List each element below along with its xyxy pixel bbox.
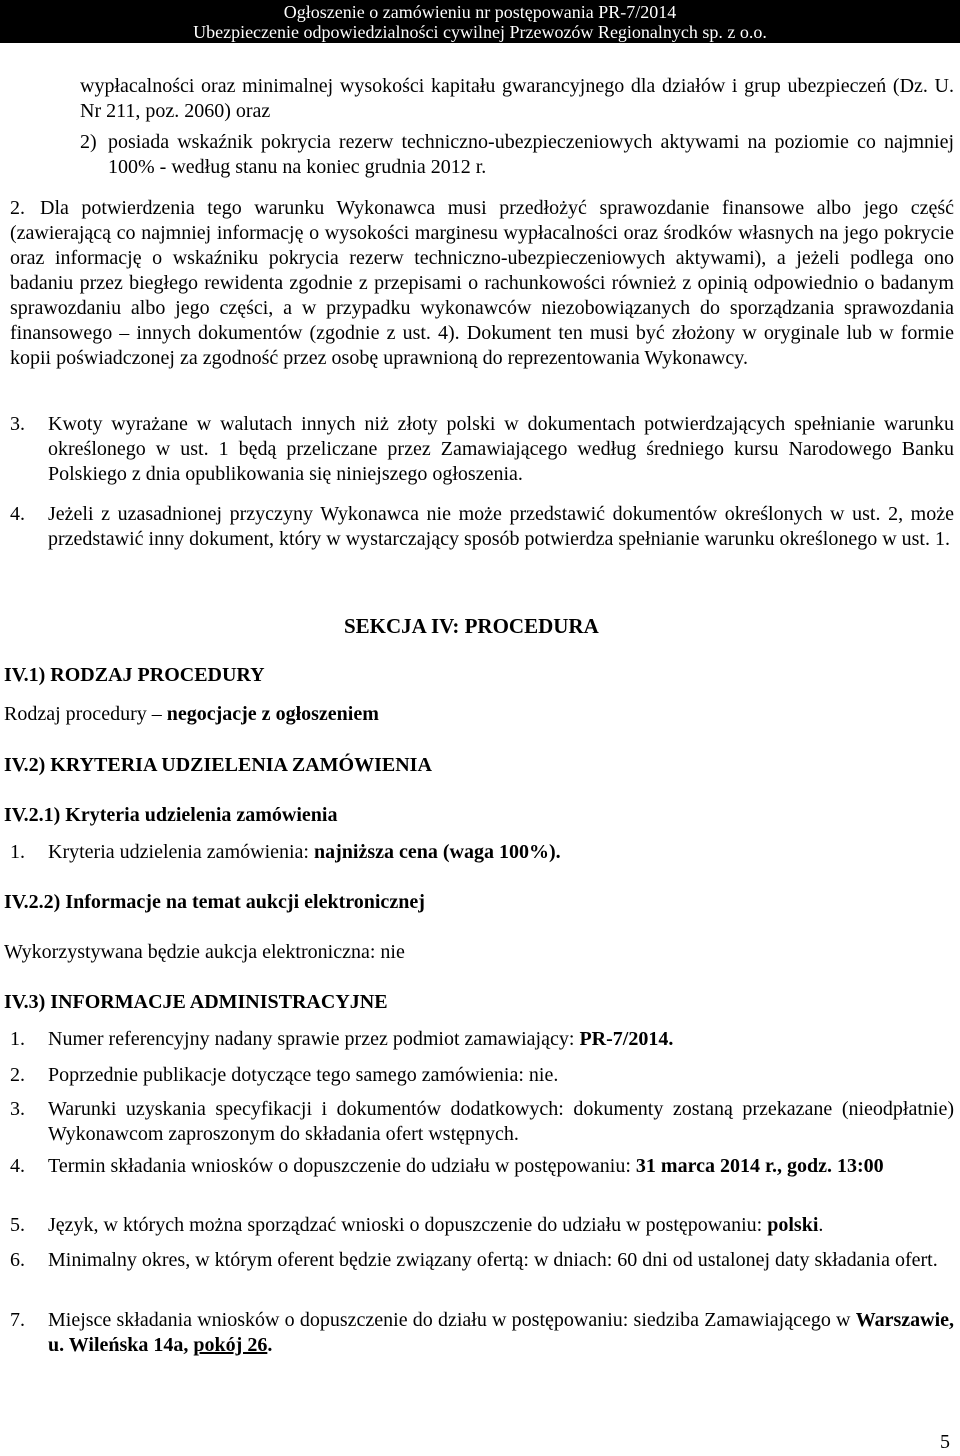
paragraph-text: Dla potwierdzenia tego warunku Wykonawca musi przedłożyć sprawozdanie finansowe albo jego część (zawierającą co najmniej informację o wysokości marginesu wypłacalności oraz środków własnych na jego pokrycie oraz informację o wskaźniku pokrycia rezerw techniczno-ubezpieczeniowych aktywami), a jeżeli podlega ono badaniu przez biegłego rewidenta zgodnie z przepisami o rachunkowości również z opinią odpowiednio o badanym sprawozdaniu albo jego części, a w przypadku wykonawców niezobowiązanych do sporządzania sprawozdania finansowego – innych dokumentów (zgodnie z ust. 4). Dokument ten musi być złożony w oryginale lub w formie kopii poświadczonej za zgodność przez osobę uprawnioną do reprezentowania Wykonawcy. xyxy=(10,197,954,369)
admin-item-number: 1. xyxy=(10,1028,25,1050)
paragraph-3 xyxy=(10,412,954,487)
admin-item-text: Miejsce składania wniosków o dopuszczenie do działu w postępowaniu: siedziba Zamawiającego w xyxy=(48,1309,856,1331)
condition-number: 2) xyxy=(80,131,97,153)
criteria-item xyxy=(10,840,954,865)
language-value: polski xyxy=(767,1214,819,1236)
paragraph-number: 4. xyxy=(10,503,25,525)
iv3-heading: IV.3) INFORMACJE ADMINISTRACYJNE xyxy=(4,991,388,1013)
reference-number: PR-7/2014. xyxy=(579,1028,674,1050)
paragraph-2 xyxy=(10,196,954,371)
admin-item-number: 3. xyxy=(10,1098,25,1120)
admin-item-text: Język, w których można sporządzać wnioski o dopuszczenie do udziału w postępowaniu: xyxy=(48,1214,768,1236)
admin-item-3 xyxy=(10,1097,954,1147)
document-header xyxy=(0,0,960,43)
admin-item-4 xyxy=(10,1154,954,1179)
admin-item-5 xyxy=(10,1213,954,1238)
procedure-type xyxy=(4,702,379,727)
admin-item-tail: . xyxy=(818,1214,824,1236)
submission-deadline: 31 marca 2014 r., godz. 13:00 xyxy=(635,1155,884,1177)
paragraph-number: 2. xyxy=(10,197,25,219)
room-number: pokój 26 xyxy=(193,1334,268,1356)
admin-item-number: 5. xyxy=(10,1214,25,1236)
admin-item-6 xyxy=(10,1248,954,1273)
admin-item-7 xyxy=(10,1308,954,1358)
paragraph-4 xyxy=(10,502,954,552)
iv22-heading: IV.2.2) Informacje na temat aukcji elektronicznej xyxy=(4,891,425,913)
iv2-heading: IV.2) KRYTERIA UDZIELENIA ZAMÓWIENIA xyxy=(4,754,432,776)
continuation-text: wypłacalności oraz minimalnej wysokości kapitału gwarancyjnego dla działów i grup ubezpieczeń (Dz. U. Nr 211, poz. 2060) oraz xyxy=(80,75,954,122)
condition-item-2 xyxy=(80,130,954,180)
electronic-auction-text: Wykorzystywana będzie aukcja elektroniczna: nie xyxy=(4,941,405,963)
procedure-type-label: Rodzaj procedury – xyxy=(4,703,167,725)
paragraph-text: Kwoty wyrażane w walutach innych niż złoty polski w dokumentach potwierdzających spełnianie warunku określonego w ust. 1 będą przeliczane przez Zamawiającego według średniego kursu Narodowego Banku Polskiego z dnia opublikowania się niniejszego ogłoszenia. xyxy=(48,413,954,485)
condition-text: posiada wskaźnik pokrycia rezerw techniczno-ubezpieczeniowych aktywami na poziomie co najmniej 100% - według stanu na koniec grudnia 2012 r. xyxy=(108,131,954,178)
iv21-heading: IV.2.1) Kryteria udzielenia zamówienia xyxy=(4,804,338,826)
header-subtitle: Ubezpieczenie odpowiedzialności cywilnej Przewozów Regionalnych sp. z o.o. xyxy=(193,22,767,42)
page-number: 5 xyxy=(940,1431,950,1453)
admin-item-text: Numer referencyjny nadany sprawie przez podmiot zamawiający: xyxy=(48,1028,580,1050)
admin-item-number: 2. xyxy=(10,1064,25,1086)
admin-item-text: Poprzednie publikacje dotyczące tego samego zamówienia: nie. xyxy=(48,1064,559,1086)
admin-item-text: Minimalny okres, w którym oferent będzie związany ofertą: w dniach: 60 dni od ustalonej daty składania ofert. xyxy=(48,1249,938,1271)
section-title: SEKCJA IV: PROCEDURA xyxy=(344,614,599,638)
admin-item-text: Termin składania wniosków o dopuszczenie do udziału w postępowaniu: xyxy=(48,1155,636,1177)
header-title: Ogłoszenie o zamówieniu nr postępowania PR-7/2014 xyxy=(283,2,677,22)
admin-item-2 xyxy=(10,1063,954,1088)
admin-item-tail: . xyxy=(267,1334,273,1356)
admin-item-number: 4. xyxy=(10,1155,25,1177)
criteria-number: 1. xyxy=(10,841,25,863)
admin-item-number: 7. xyxy=(10,1309,25,1331)
iv1-heading: IV.1) RODZAJ PROCEDURY xyxy=(4,664,265,686)
criteria-label: Kryteria udzielenia zamówienia: xyxy=(48,841,314,863)
paragraph-text: Jeżeli z uzasadnionej przyczyny Wykonawca nie może przedstawić dokumentów określonych w ust. 2, może przedstawić inny dokument, który w wystarczający sposób potwierdza spełnianie warunku określonego w ust. 1. xyxy=(48,503,954,550)
submission-place: Warszawie, u. Wileńska 14a, xyxy=(48,1309,954,1356)
admin-item-1 xyxy=(10,1027,954,1052)
paragraph-number: 3. xyxy=(10,413,25,435)
admin-item-text: Warunki uzyskania specyfikacji i dokumentów dodatkowych: dokumenty zostaną przekazane (nieodpłatnie) Wykonawcom zaproszonym do składania ofert wstępnych. xyxy=(48,1098,954,1145)
procedure-type-value: negocjacje z ogłoszeniem xyxy=(166,703,379,725)
admin-item-number: 6. xyxy=(10,1249,25,1271)
criteria-value: najniższa cena (waga 100%). xyxy=(314,841,561,863)
